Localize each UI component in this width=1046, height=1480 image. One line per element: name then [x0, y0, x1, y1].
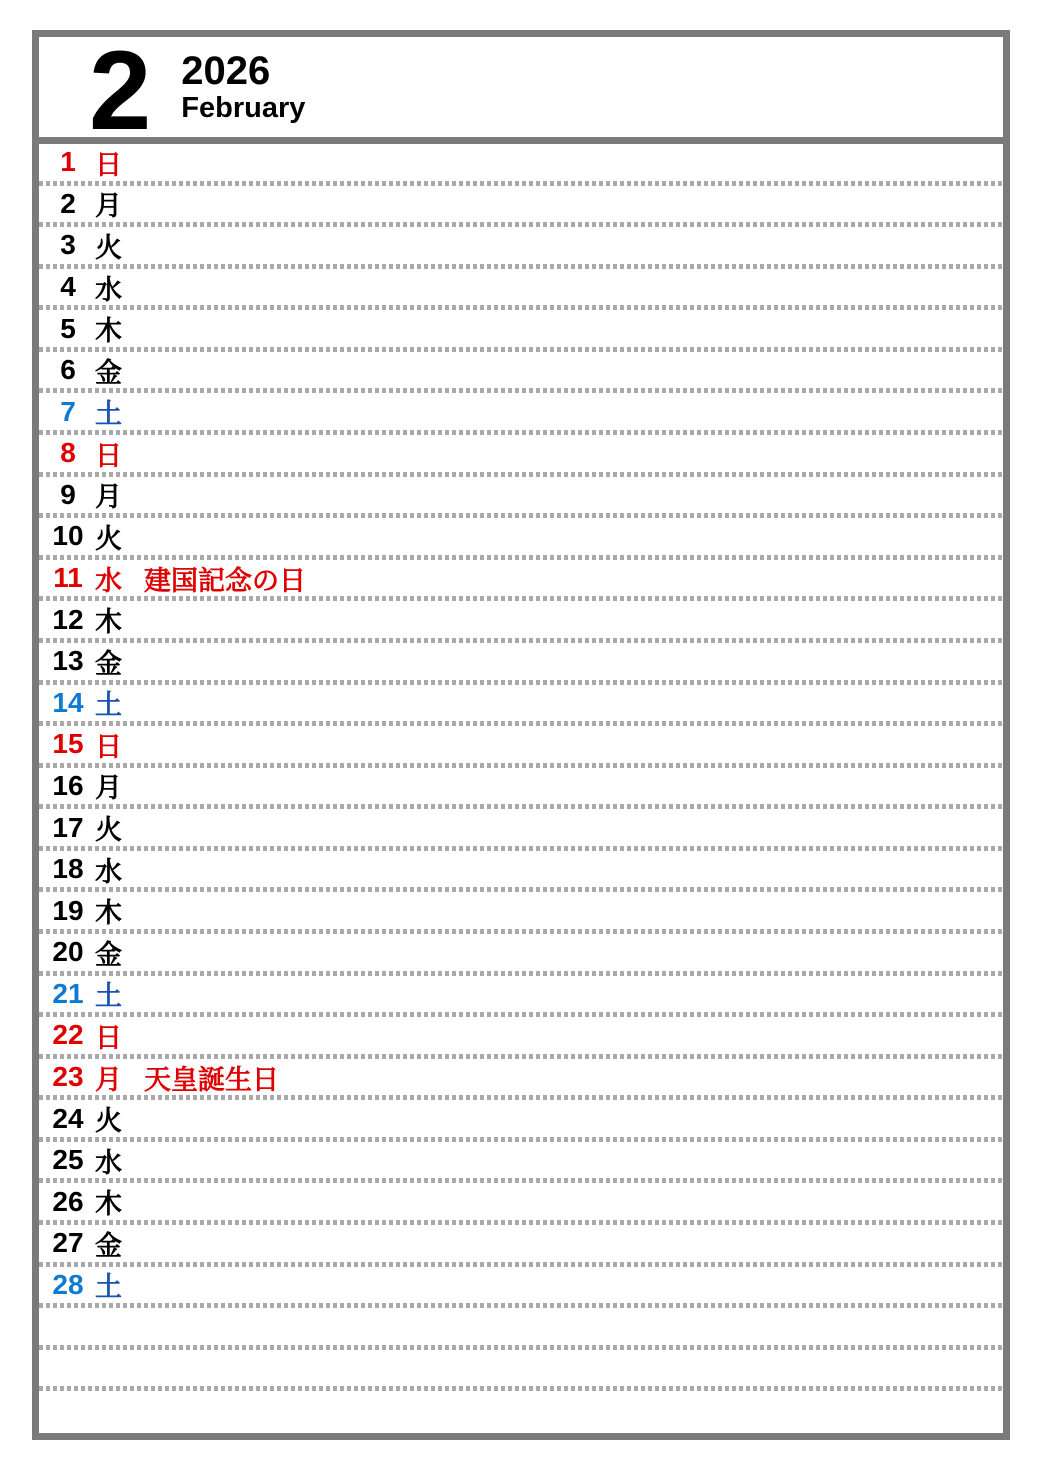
year-block: [181, 51, 305, 123]
month-name-label: February: [181, 92, 306, 124]
weekday-kanji: 日: [95, 149, 122, 180]
day-row-8: [39, 435, 1003, 477]
calendar-header: [39, 37, 1003, 144]
day-row-12: [39, 601, 1003, 643]
day-row-24: [39, 1100, 1003, 1142]
day-row-17: [39, 809, 1003, 851]
empty-note-row: [39, 1308, 1003, 1350]
date-number: 1: [60, 146, 76, 178]
calendar-page: [32, 30, 1010, 1440]
day-row-9: [39, 477, 1003, 519]
year-label: 2026: [181, 49, 271, 93]
day-row-10: [39, 518, 1003, 560]
holiday-label: 天皇誕生日: [144, 1064, 279, 1095]
day-row-28: [39, 1267, 1003, 1309]
date-number: 13: [52, 645, 84, 677]
date-number: 5: [60, 312, 76, 344]
weekday-kanji: 月: [95, 191, 122, 222]
date-number: 27: [52, 1227, 84, 1259]
weekday-kanji: 土: [95, 690, 122, 721]
date-number: 3: [60, 229, 76, 261]
day-row-4: [39, 269, 1003, 311]
date-number: 14: [52, 686, 84, 718]
date-number: 19: [52, 894, 84, 926]
weekday-kanji: 日: [95, 731, 122, 762]
weekday-kanji: 土: [95, 1272, 122, 1303]
weekday-kanji: 火: [95, 815, 122, 846]
weekday-kanji: 木: [95, 898, 122, 929]
date-number: 16: [52, 769, 84, 801]
date-number: 28: [52, 1268, 84, 1300]
weekday-kanji: 日: [95, 440, 122, 471]
day-row-25: [39, 1142, 1003, 1184]
weekday-kanji: 月: [95, 773, 122, 804]
day-rows-container: [39, 144, 1003, 1433]
weekday-kanji: 火: [95, 232, 122, 263]
date-number: 26: [52, 1185, 84, 1217]
weekday-kanji: 金: [95, 357, 122, 388]
date-number: 8: [60, 437, 76, 469]
day-row-22: [39, 1017, 1003, 1059]
date-number: 20: [52, 936, 84, 968]
date-number: 18: [52, 853, 84, 885]
day-row-14: [39, 685, 1003, 727]
day-row-13: [39, 643, 1003, 685]
date-number: 21: [52, 977, 84, 1009]
weekday-kanji: 金: [95, 1230, 122, 1261]
day-row-6: [39, 352, 1003, 394]
day-row-19: [39, 892, 1003, 934]
weekday-kanji: 木: [95, 607, 122, 638]
day-row-2: [39, 186, 1003, 228]
weekday-kanji: 月: [95, 482, 122, 513]
day-row-1: [39, 144, 1003, 186]
weekday-kanji: 木: [95, 316, 122, 347]
weekday-kanji: 土: [95, 981, 122, 1012]
date-number: 9: [60, 478, 76, 510]
date-number: 10: [52, 520, 84, 552]
day-row-20: [39, 934, 1003, 976]
weekday-kanji: 土: [95, 399, 122, 430]
date-number: 15: [52, 728, 84, 760]
date-number: 11: [53, 562, 83, 594]
weekday-kanji: 月: [95, 1064, 122, 1095]
day-row-23: [39, 1059, 1003, 1101]
weekday-kanji: 水: [95, 274, 122, 305]
weekday-kanji: 金: [95, 939, 122, 970]
day-row-16: [39, 768, 1003, 810]
weekday-kanji: 水: [95, 565, 122, 596]
date-number: 12: [52, 603, 84, 635]
day-row-5: [39, 310, 1003, 352]
date-number: 22: [52, 1019, 84, 1051]
weekday-kanji: 水: [95, 1147, 122, 1178]
weekday-kanji: 水: [95, 856, 122, 887]
date-number: 23: [52, 1061, 84, 1092]
date-number: 25: [52, 1144, 84, 1176]
empty-note-row: [39, 1350, 1003, 1392]
date-number: 4: [60, 271, 76, 303]
date-number: 7: [60, 395, 76, 427]
weekday-kanji: 木: [95, 1189, 122, 1220]
weekday-kanji: 火: [95, 1106, 122, 1137]
holiday-label: 建国記念の日: [144, 565, 306, 596]
date-number: 17: [52, 811, 84, 843]
day-row-27: [39, 1225, 1003, 1267]
day-row-3: [39, 227, 1003, 269]
date-number: 6: [60, 354, 76, 386]
empty-note-row: [39, 1391, 1003, 1433]
weekday-kanji: 金: [95, 648, 122, 679]
day-row-21: [39, 976, 1003, 1018]
day-row-26: [39, 1183, 1003, 1225]
month-number: 2: [89, 37, 148, 144]
weekday-kanji: 日: [95, 1022, 122, 1053]
weekday-kanji: 火: [95, 524, 122, 554]
day-row-18: [39, 851, 1003, 893]
day-row-15: [39, 726, 1003, 768]
day-row-7: [39, 393, 1003, 435]
day-row-11: [39, 560, 1003, 602]
date-number: 24: [52, 1102, 84, 1134]
date-number: 2: [60, 187, 76, 219]
